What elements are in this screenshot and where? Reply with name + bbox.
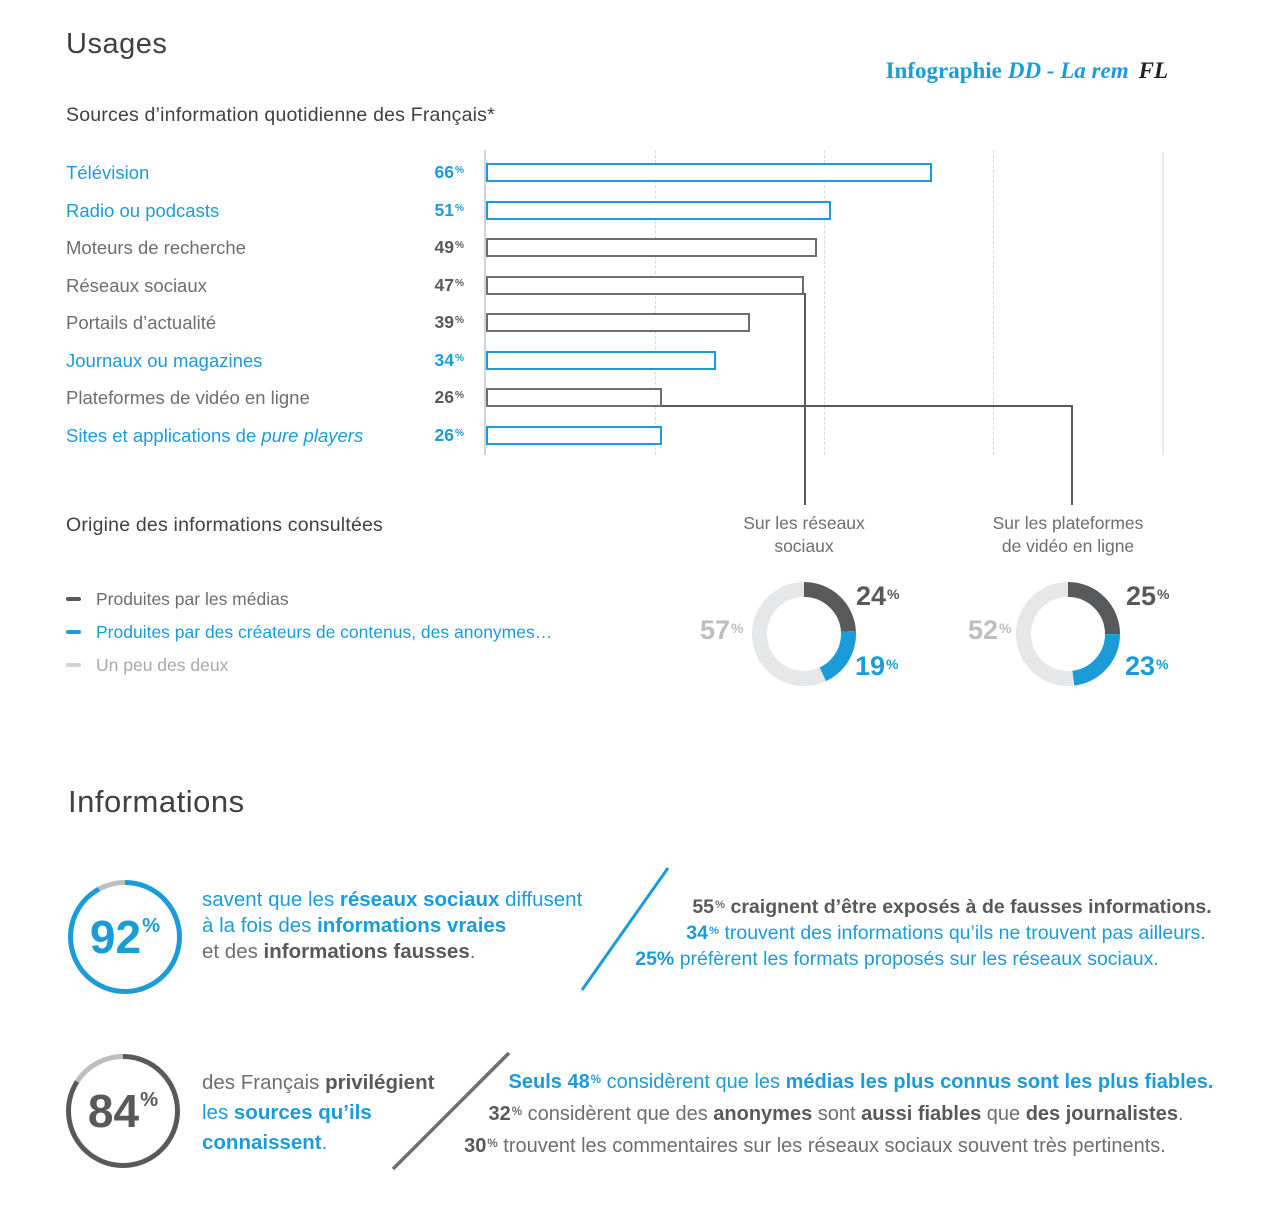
text-segment: trouvent les commentaires sur les réseaux sociaux souvent très pertinents.: [497, 1135, 1166, 1157]
legend-dash-icon: [66, 630, 81, 634]
text-segment: 25%: [635, 948, 675, 970]
bar-5: [486, 351, 716, 370]
legend-dash-icon: [66, 663, 81, 667]
text-segment: les: [202, 1101, 234, 1124]
percent-sup: %: [454, 165, 464, 177]
bar-7: [486, 426, 662, 445]
text-segment: médias les plus connus sont les plus fiables.: [785, 1071, 1214, 1093]
percent-sup: %: [454, 277, 464, 289]
donut-percent-label: 23%: [1125, 651, 1169, 681]
text-segment: Seuls 48: [508, 1071, 590, 1093]
text-segment: .: [321, 1131, 328, 1154]
donut-chart-donut_social: [744, 574, 864, 694]
percent-sup: %: [715, 898, 726, 911]
percent-sup: %: [454, 390, 464, 402]
bar-label: Plateformes de vidéo en ligne: [66, 387, 310, 408]
percent-sup: %: [454, 240, 464, 252]
stat-84-value: 84 %: [64, 1052, 182, 1170]
bar-label-italic: pure players: [261, 424, 364, 446]
percent-sup: %: [142, 914, 161, 937]
text-segment: trouvent des informations qu’ils ne trouvent pas ailleurs.: [719, 922, 1206, 944]
bar-value: 47%: [434, 274, 464, 295]
bar-label: Réseaux sociaux: [66, 274, 207, 296]
text-segment: et des: [202, 940, 264, 963]
donut-title-line: de vidéo en ligne: [1001, 536, 1135, 556]
percent-sup: %: [1156, 655, 1169, 672]
gridline-50: [824, 150, 825, 455]
text-segment: anonymes: [713, 1103, 813, 1125]
bar-value: 26%: [434, 387, 464, 407]
percent-sup: %: [887, 585, 900, 602]
text-segment: sont: [812, 1103, 862, 1125]
legend-item-label: Produites par les médias: [96, 589, 289, 609]
bar-value: 51%: [434, 199, 464, 220]
origin-heading: Origine des informations consultées: [66, 514, 383, 536]
percent-sup: %: [708, 924, 720, 937]
stat-92-text-line: [202, 887, 582, 913]
text-segment: à la fois des: [202, 914, 318, 937]
donut-title-line: sociaux: [774, 536, 834, 556]
text-segment: diffusent: [499, 888, 583, 911]
text-segment: .: [1177, 1103, 1184, 1125]
bar-chart-axis: [484, 150, 486, 455]
bar-4: [486, 313, 750, 332]
percent-sup: %: [731, 619, 744, 636]
text-segment: considèrent que des: [522, 1103, 714, 1125]
text-segment: privilégient: [325, 1071, 435, 1094]
connector-video-vertical: [1071, 405, 1073, 505]
credit-label: Infographie: [885, 58, 1002, 83]
bar-value: 49%: [434, 237, 464, 257]
donut-title-line: Sur les plateformes: [992, 513, 1144, 533]
percent-sup: %: [886, 655, 899, 672]
text-segment: 32: [488, 1103, 511, 1125]
percent-sup: %: [1157, 585, 1170, 602]
text-segment: sources qu’ils: [233, 1101, 372, 1124]
bar-3: [486, 276, 804, 295]
credit-names: DD - La rem: [1007, 58, 1129, 83]
bar-1: [486, 201, 831, 220]
stat-84-text-line: [202, 1130, 327, 1156]
connector-video-horizontal: [662, 405, 1073, 407]
bar-label: Portails d’actualité: [66, 312, 217, 333]
donut-chart-donut_video: [1008, 574, 1128, 694]
bar-value: 39%: [434, 312, 464, 332]
bar-label: Moteurs de recherche: [66, 237, 246, 258]
donut-percent-label: 25%: [1126, 581, 1170, 611]
bar-value: 66%: [434, 162, 464, 182]
fact-social-1: [692, 896, 1211, 921]
gridline-25: [655, 150, 656, 455]
slash-line: [582, 868, 668, 990]
fact-sources-1: [509, 1071, 1214, 1096]
text-segment: considèrent que les: [601, 1071, 786, 1093]
bar-2: [486, 238, 817, 257]
text-segment: des Français: [202, 1071, 326, 1094]
text-segment: 30: [464, 1135, 487, 1157]
donut-percent-label: 19%: [855, 651, 899, 681]
text-segment: 34: [686, 922, 708, 944]
percent-sup: %: [590, 1072, 602, 1086]
bar-value: 34%: [434, 349, 464, 370]
percent-sup: %: [454, 315, 464, 327]
legend-dash-icon: [66, 597, 81, 601]
text-segment: que: [981, 1103, 1026, 1125]
legend-item-label: Produites par des créateurs de contenus, des anonymes…: [96, 622, 553, 642]
percent-sup: %: [454, 427, 464, 439]
percent-sup: %: [487, 1136, 498, 1150]
donut-percent-label: 24%: [856, 581, 900, 611]
fact-social-3: [635, 948, 1159, 970]
gridline-75: [993, 150, 994, 455]
page-title: Usages: [66, 28, 168, 60]
stat-84-text-line: [202, 1100, 372, 1126]
credit-initials: FL: [1138, 58, 1168, 83]
text-segment: informations vraies: [317, 914, 507, 937]
bar-0: [486, 163, 932, 182]
stat-92-text-line: [202, 913, 506, 939]
text-segment: informations fausses: [263, 940, 470, 963]
percent-sup: %: [511, 1104, 523, 1118]
bar-chart-title: Sources d’information quotidienne des Français*: [66, 104, 495, 126]
text-segment: aussi fiables: [861, 1103, 982, 1125]
donut-title: [743, 512, 865, 558]
percent-sup: %: [999, 619, 1012, 636]
informations-heading: Informations: [68, 784, 245, 819]
donut-percent-label: 52%: [968, 615, 1012, 645]
fact-sources-2: [488, 1103, 1183, 1128]
text-segment: réseaux sociaux: [339, 888, 500, 911]
percent-sup: %: [454, 352, 464, 364]
bar-6: [486, 388, 662, 407]
donut-title-line: Sur les réseaux: [743, 513, 865, 533]
blue-slash-divider: [577, 863, 673, 995]
text-segment: craignent d’être exposés à de fausses informations.: [725, 896, 1212, 918]
stat-92-text-line: [202, 939, 475, 965]
text-segment: préfèrent les formats proposés sur les réseaux sociaux.: [674, 948, 1159, 970]
percent-sup: %: [140, 1088, 159, 1111]
text-segment: connaissent: [202, 1131, 322, 1154]
percent-sup: %: [454, 202, 464, 214]
donut-percent-label: 57%: [700, 615, 744, 645]
text-segment: .: [469, 940, 476, 963]
text-segment: 55: [692, 896, 715, 918]
text-segment: des journalistes: [1025, 1103, 1178, 1125]
legend-item-label: Un peu des deux: [96, 655, 229, 675]
donut-title: [993, 512, 1144, 558]
bar-label: Sites et applications de pure players: [66, 424, 364, 446]
fact-social-2: [686, 922, 1205, 947]
bar-value: 26%: [434, 424, 464, 445]
bar-label: Journaux ou magazines: [66, 349, 263, 371]
bar-label: Radio ou podcasts: [66, 199, 220, 221]
gridline-100: [1162, 152, 1164, 455]
connector-social: [804, 293, 806, 506]
credit: [886, 58, 1168, 84]
bar-label: Télévision: [66, 162, 150, 183]
stat-92-value: 92 %: [66, 878, 184, 996]
text-segment: savent que les: [202, 888, 340, 911]
fact-sources-3: [464, 1135, 1166, 1160]
